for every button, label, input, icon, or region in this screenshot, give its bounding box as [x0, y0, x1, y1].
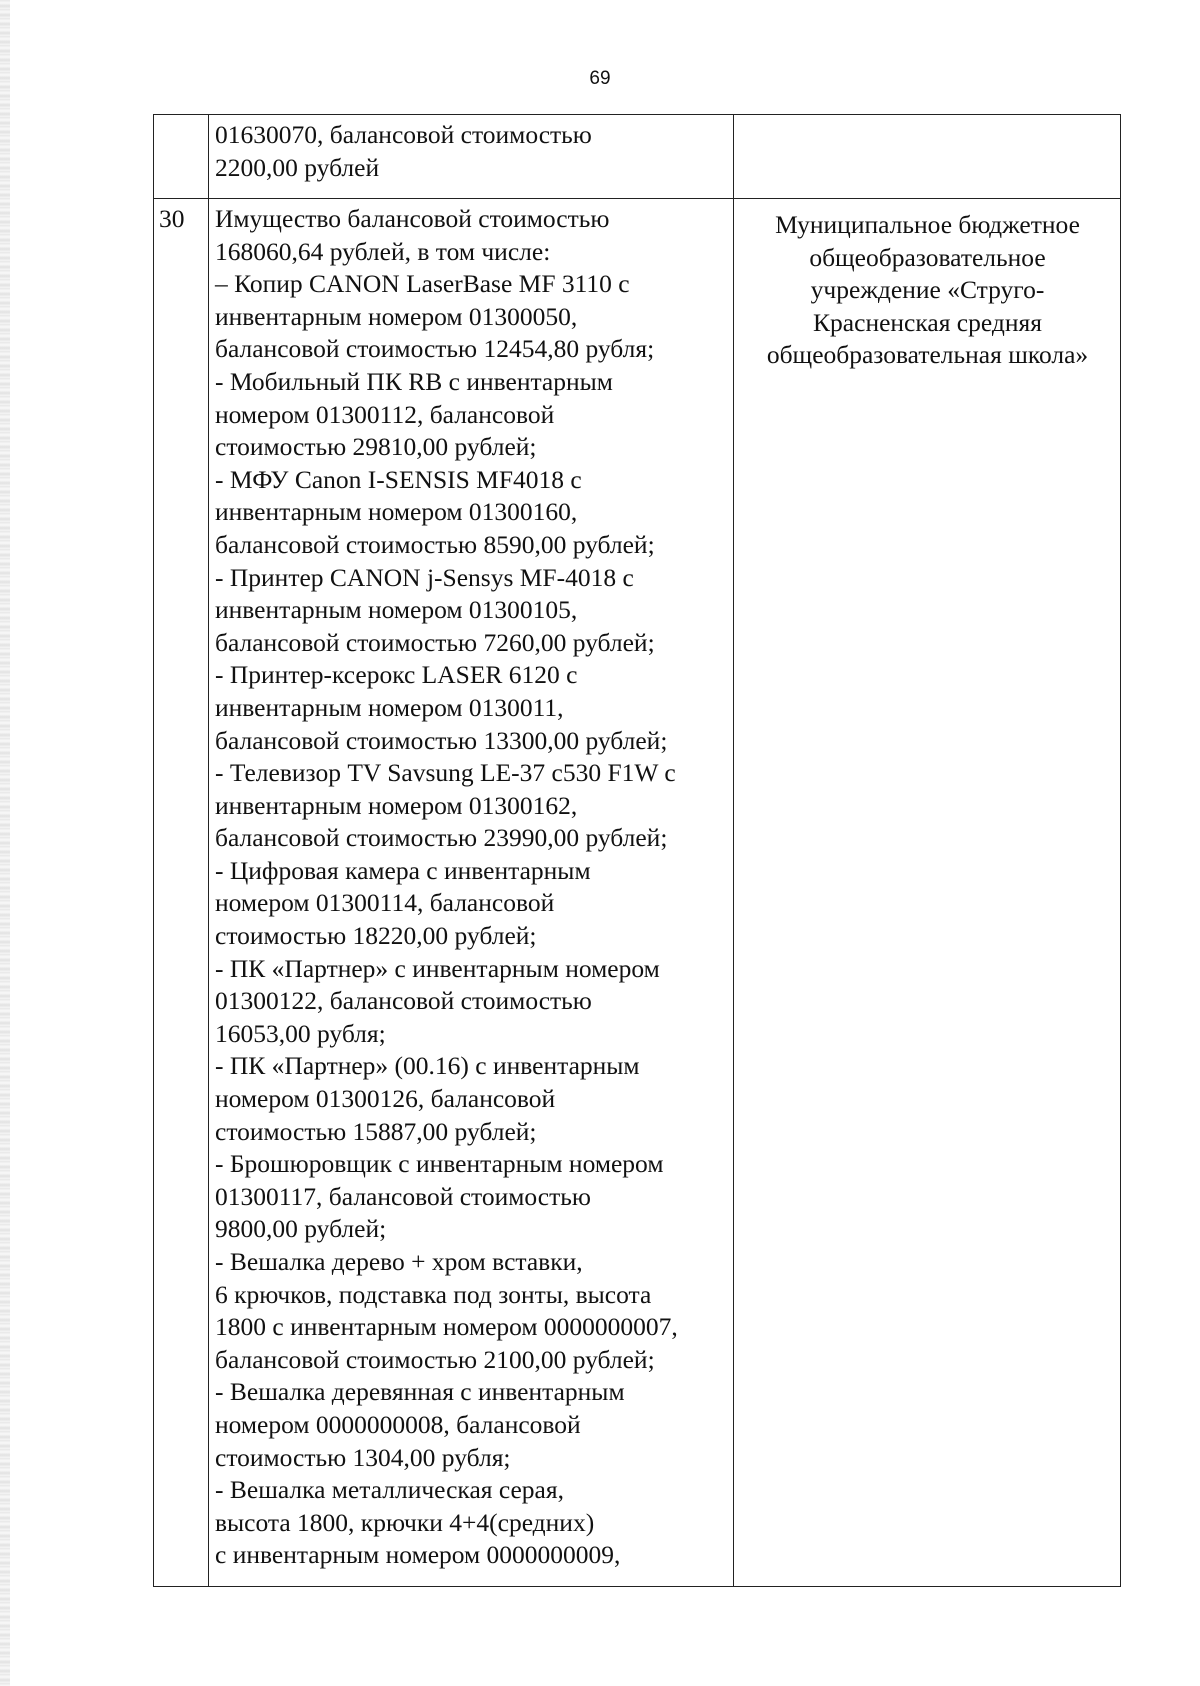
description-line: высота 1800, крючки 4+4(средних) — [215, 1507, 595, 1537]
description-line: инвентарным номером 0130011, — [215, 692, 564, 722]
description-line: с инвентарным номером 0000000009, — [215, 1540, 621, 1570]
description-line: балансовой стоимостью 2100,00 рублей; — [215, 1344, 655, 1374]
recipient-line: Красненская средняя — [813, 307, 1042, 337]
scan-edge-artifact — [0, 0, 10, 1686]
description-line: инвентарным номером 01300050, — [215, 301, 578, 331]
table-row — [154, 199, 1121, 1587]
description-line: номером 01300126, балансовой — [215, 1084, 556, 1114]
description-line: - Вешалка металлическая серая, — [215, 1475, 564, 1505]
description-line: - Принтер-ксерокс LASER 6120 с — [215, 660, 578, 690]
recipient-line: общеобразовательная школа» — [766, 340, 1089, 370]
recipient-line: Муниципальное бюджетное — [775, 210, 1080, 239]
description-line: 6 крючков, подставка под зонты, высота — [215, 1279, 652, 1309]
description-line: - Телевизор TV Savsung LE-37 c530 F1W с — [215, 758, 676, 788]
description-line: номером 0000000008, балансовой — [215, 1409, 581, 1439]
description-line: - Вешалка дерево + хром вставки, — [215, 1247, 583, 1276]
description-line: 01630070, балансовой стоимостью — [215, 120, 592, 149]
description-line: - Мобильный ПК RB с инвентарным — [215, 366, 613, 396]
property-table — [153, 114, 1121, 1587]
description-line: балансовой стоимостью 7260,00 рублей; — [215, 627, 655, 657]
description-line: 01300122, балансовой стоимостью — [215, 986, 592, 1016]
description-line: - Брошюровщик с инвентарным номером — [215, 1149, 664, 1179]
description-line: - Вешалка деревянная с инвентарным — [215, 1377, 625, 1407]
description-line: балансовой стоимостью 23990,00 рублей; — [215, 823, 668, 853]
description-line: балансовой стоимостью 8590,00 рублей; — [215, 529, 655, 559]
recipient-line: общеобразовательное — [809, 242, 1046, 272]
description-line: - Цифровая камера с инвентарным — [215, 855, 591, 885]
description-line: инвентарным номером 01300160, — [215, 497, 578, 527]
description-line: – Копир CANON LaserBase MF 3110 с — [215, 269, 630, 299]
description-line: балансовой стоимостью 12454,80 рубля; — [215, 334, 655, 364]
description-line: 16053,00 рубля; — [215, 1018, 386, 1048]
description-line: 01300117, балансовой стоимостью — [215, 1181, 591, 1211]
description-line: - ПК «Партнер» (00.16) с инвентарным — [215, 1051, 640, 1081]
description-line: - ПК «Партнер» с инвентарным номером — [215, 953, 660, 983]
recipient-line: учреждение «Струго- — [810, 275, 1045, 305]
row-number-cell — [154, 115, 209, 199]
page-number: 69 — [589, 68, 611, 89]
description-line: балансовой стоимостью 13300,00 рублей; — [215, 725, 668, 755]
recipient-cell — [734, 115, 1121, 199]
description-line: стоимостью 18220,00 рублей; — [215, 921, 537, 951]
description-line: стоимостью 29810,00 рублей; — [215, 432, 537, 462]
table-row — [154, 115, 1121, 199]
row-number-cell: 30 — [154, 199, 209, 1587]
description-line: 1800 с инвентарным номером 0000000007, — [215, 1312, 678, 1342]
description-line: инвентарным номером 01300105, — [215, 595, 578, 625]
property-description-cell — [209, 115, 734, 199]
description-line: - МФУ Canon I-SENSIS MF4018 с — [215, 464, 582, 494]
description-line: 2200,00 рублей — [215, 152, 380, 182]
description-line: 168060,64 рублей, в том числе: — [215, 236, 551, 266]
description-line: Имущество балансовой стоимостью — [215, 204, 610, 233]
description-line: - Принтер CANON j-Sensys MF-4018 с — [215, 562, 634, 592]
recipient-cell — [734, 199, 1121, 1587]
description-line: 9800,00 рублей; — [215, 1214, 387, 1244]
description-line: номером 01300114, балансовой — [215, 888, 555, 918]
description-line: инвентарным номером 01300162, — [215, 790, 578, 820]
property-description-cell — [209, 199, 734, 1587]
description-line: стоимостью 1304,00 рубля; — [215, 1442, 511, 1472]
description-line: номером 01300112, балансовой — [215, 399, 555, 429]
description-line: стоимостью 15887,00 рублей; — [215, 1116, 537, 1146]
